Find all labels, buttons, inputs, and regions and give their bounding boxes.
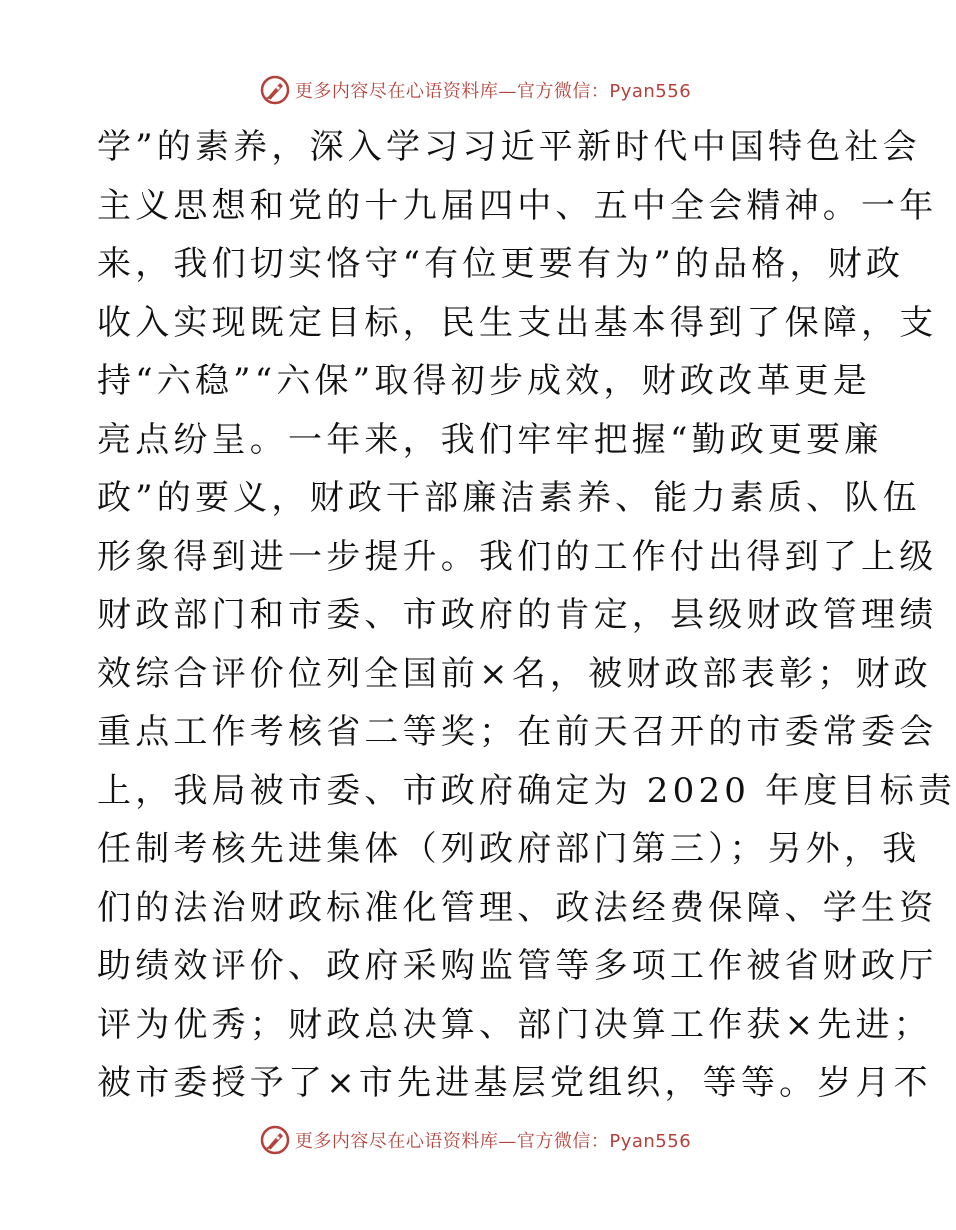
- text-line: 持“六稳”“六保”取得初步成效，财政改革更是: [97, 361, 871, 401]
- header-watermark: [0, 70, 950, 110]
- text-line: 收入实现既定目标，民生支出基本得到了保障，支: [97, 302, 938, 343]
- text-line: 效综合评价位列全国前×名，被财政部表彰；财政: [97, 653, 932, 694]
- text-line: 们的法治财政标准化管理、政法经费保障、学生资: [97, 887, 938, 928]
- text-line: 学”的素养，深入学习习近平新时代中国特色社会: [97, 127, 921, 167]
- text-line: 主义思想和党的十九届四中、五中全会精神。一年: [97, 185, 938, 226]
- text-line: 任制考核先进集体（列政府部门第三）；另外，我: [97, 829, 921, 869]
- text-line: 评为优秀；财政总决算、部门决算工作获×先进；: [97, 1004, 932, 1045]
- watermark-wechat-id: Pyan556: [609, 1131, 692, 1152]
- text-line: 财政部门和市委、市政府的肯定，县级财政管理绩: [97, 595, 938, 635]
- watermark-text: 更多内容尽在心语资料库—官方微信：Pyan556: [294, 1131, 692, 1152]
- text-line: 政”的要义，财政干部廉洁素养、能力素质、队伍: [97, 478, 921, 518]
- pen-nib-seal-icon: [259, 74, 291, 106]
- document-body: [97, 118, 956, 1113]
- watermark-text: 更多内容尽在心语资料库—官方微信：Pyan556: [294, 81, 692, 102]
- text-line: 来，我们切实恪守“有位更要有为”的品格，财政: [97, 244, 905, 284]
- watermark-wechat-id: Pyan556: [609, 81, 692, 102]
- text-line: 被市委授予了×市先进基层党组织，等等。岁月不: [97, 1063, 932, 1103]
- pen-nib-seal-icon: [259, 1124, 291, 1156]
- text-line: 亮点纷呈。一年来，我们牢牢把握“勤政更要廉: [97, 419, 883, 460]
- text-line: 助绩效评价、政府采购监管等多项工作被省财政厅: [97, 946, 938, 986]
- text-line: 重点工作考核省二等奖；在前天召开的市委常委会: [97, 712, 938, 752]
- text-line: 上，我局被市委、市政府确定为 2020 年度目标责: [97, 770, 956, 811]
- footer-watermark: [0, 1120, 950, 1160]
- text-line: 形象得到进一步提升。我们的工作付出得到了上级: [97, 536, 938, 577]
